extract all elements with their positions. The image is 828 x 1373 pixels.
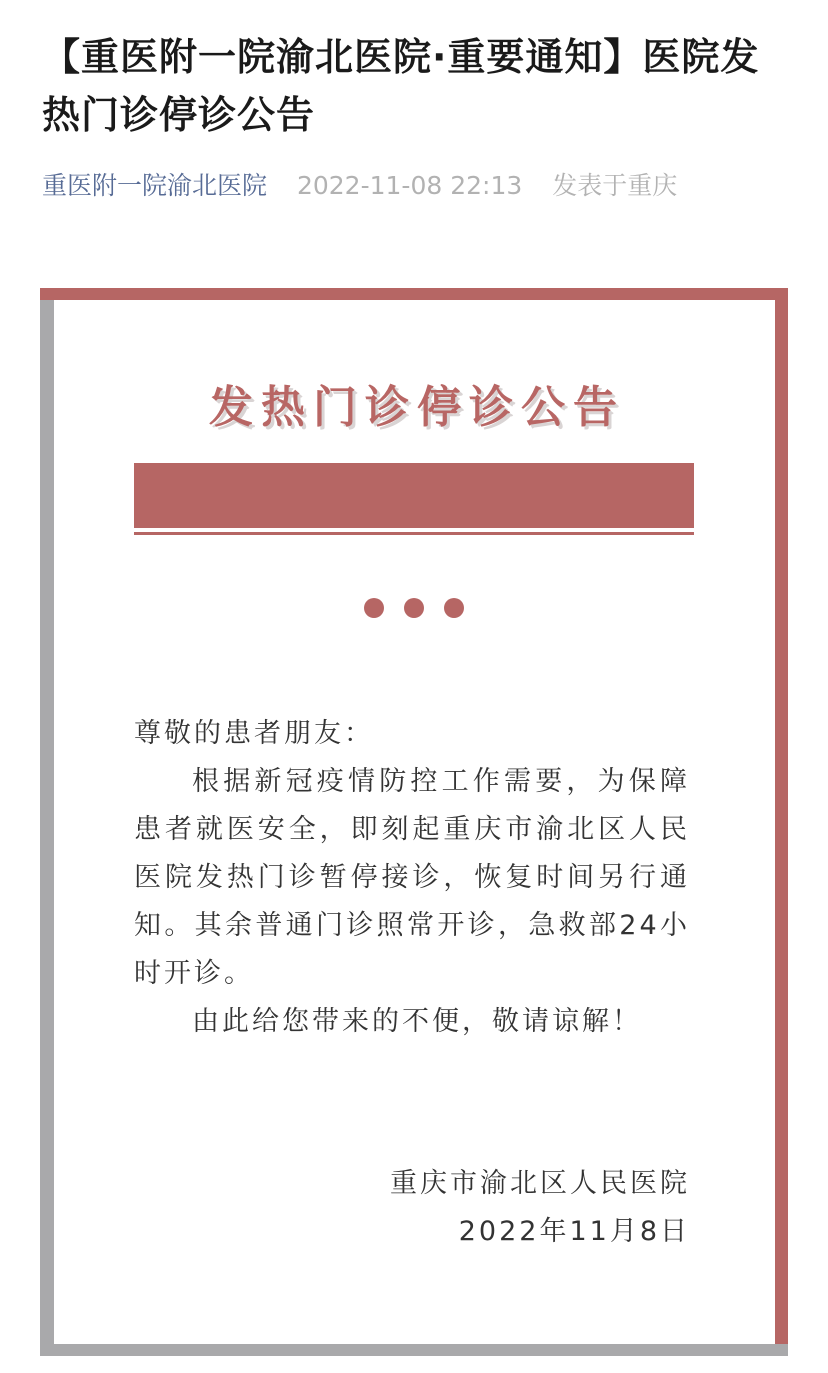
- signature-organization: 重庆市渝北区人民医院: [390, 1168, 690, 1199]
- notice-paragraph: 根据新冠疫情防控工作需要，为保障患者就医安全，即刻起重庆市渝北区人民医院发热门诊暂停接诊，恢复时间另行通知。其余普通门诊照常开诊，急救部24小时开诊。: [134, 766, 690, 989]
- dot-icon: [364, 598, 384, 618]
- notice-paragraph: 由此给您带来的不便，敬请谅解！: [192, 1006, 642, 1037]
- poster-frame-shadow-left: [40, 300, 54, 1356]
- signature-date: 2022年11月8日: [458, 1216, 690, 1247]
- article-title: 【重医附一院渝北医院·重要通知】医院发热门诊停诊公告: [42, 35, 760, 137]
- publish-date: 2022-11-08 22:13: [296, 171, 523, 200]
- notice-greeting: 尊敬的患者朋友：: [134, 718, 374, 749]
- article-meta: [42, 168, 677, 204]
- decorative-dots: [364, 598, 464, 618]
- poster-heading: 发热门诊停诊公告: [209, 382, 625, 433]
- notice-signature: [390, 1160, 690, 1256]
- notice-body: [134, 710, 690, 1046]
- poster-frame-shadow-bottom: [40, 1344, 788, 1356]
- publish-location: 发表于重庆: [552, 171, 678, 200]
- decorative-band-line: [134, 532, 694, 535]
- account-name-link[interactable]: 重医附一院渝北医院: [42, 171, 268, 200]
- dot-icon: [444, 598, 464, 618]
- decorative-band: [134, 463, 694, 528]
- dot-icon: [404, 598, 424, 618]
